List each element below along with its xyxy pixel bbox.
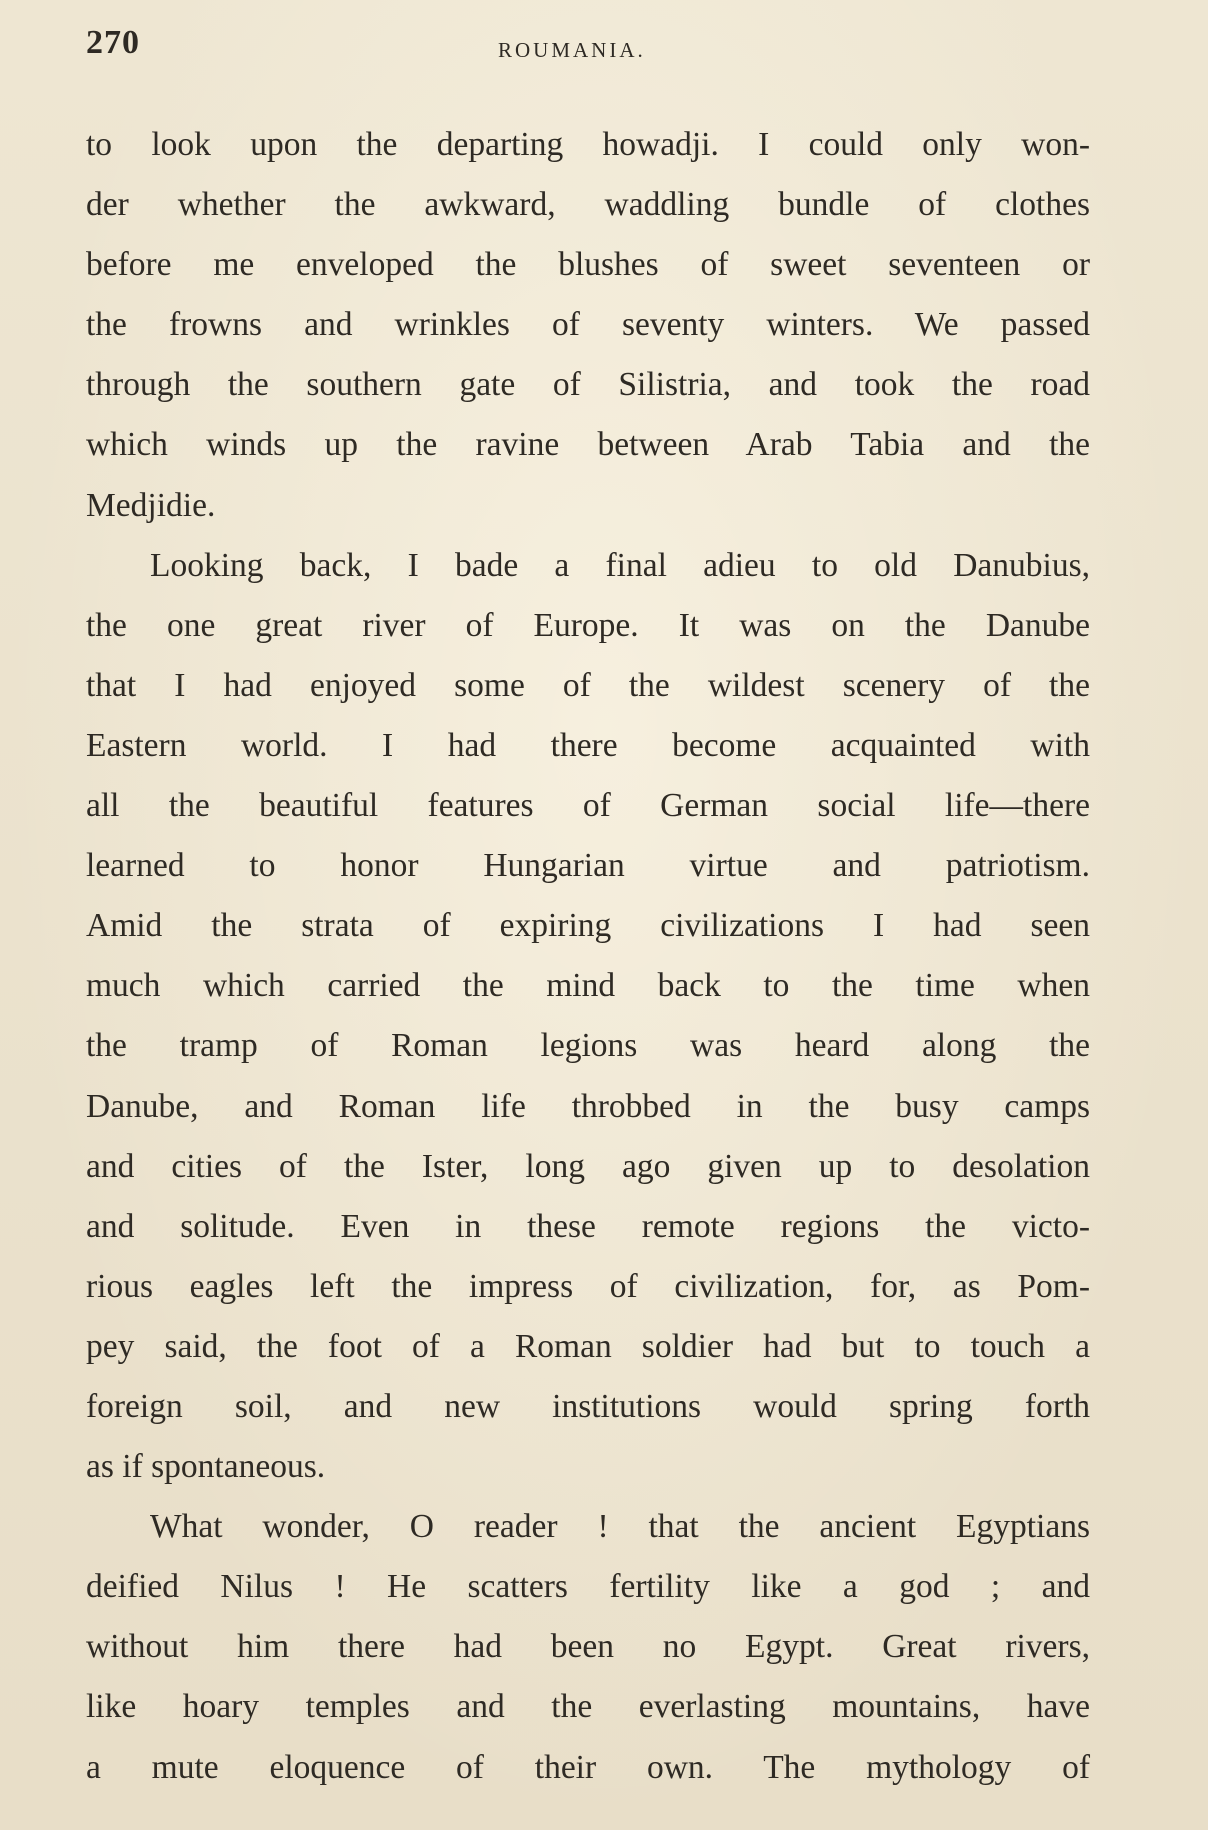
- text-line: through the southern gate of Silistria, and took the road: [86, 366, 1090, 404]
- text-line: What wonder, O reader ! that the ancient Egyptians: [150, 1508, 1090, 1546]
- text-line: before me enveloped the blushes of sweet seventeen or: [86, 246, 1090, 284]
- text-line: the tramp of Roman legions was heard along the: [86, 1027, 1090, 1065]
- text-line: as if spontaneous.: [86, 1448, 326, 1486]
- text-line: like hoary temples and the everlasting mountains, have: [86, 1688, 1090, 1726]
- text-line: pey said, the foot of a Roman soldier had but to touch a: [86, 1327, 1090, 1365]
- text-line: that I had enjoyed some of the wildest scenery of the: [86, 666, 1090, 704]
- text-line: der whether the awkward, waddling bundle of clothes: [86, 186, 1090, 224]
- body-text: [86, 115, 1090, 1798]
- text-line: and cities of the Ister, long ago given up to desolation: [86, 1147, 1090, 1185]
- text-line: a mute eloquence of their own. The mythology of: [86, 1748, 1090, 1786]
- text-line: to look upon the departing howadji. I could only won-: [86, 126, 1090, 163]
- running-title: ROUMANIA.: [498, 38, 646, 62]
- text-line: the one great river of Europe. It was on the Danube: [86, 606, 1090, 644]
- text-line: Eastern world. I had there become acquainted with: [86, 726, 1090, 764]
- text-line: and solitude. Even in these remote regions the victo-: [86, 1207, 1090, 1245]
- text-line: without him there had been no Egypt. Great rivers,: [86, 1628, 1090, 1666]
- text-line: the frowns and wrinkles of seventy winters. We passed: [86, 306, 1090, 344]
- running-head: [86, 22, 1086, 72]
- text-line: rious eagles left the impress of civilization, for, as Pom-: [86, 1267, 1090, 1305]
- text-line: Looking back, I bade a final adieu to old Danubius,: [150, 546, 1090, 584]
- text-line: much which carried the mind back to the time when: [86, 967, 1090, 1005]
- text-line: which winds up the ravine between Arab Tabia and the: [86, 426, 1090, 464]
- text-line: Amid the strata of expiring civilizations I had seen: [86, 907, 1090, 945]
- text-line: learned to honor Hungarian virtue and patriotism.: [86, 847, 1090, 885]
- text-line: Medjidie.: [86, 486, 216, 524]
- text-line: all the beautiful features of German social life—there: [86, 787, 1090, 825]
- page-number: 270: [86, 24, 140, 61]
- text-line: foreign soil, and new institutions would spring forth: [86, 1387, 1090, 1425]
- text-line: deified Nilus ! He scatters fertility like a god ; and: [86, 1568, 1090, 1606]
- text-line: Danube, and Roman life throbbed in the busy camps: [86, 1087, 1090, 1125]
